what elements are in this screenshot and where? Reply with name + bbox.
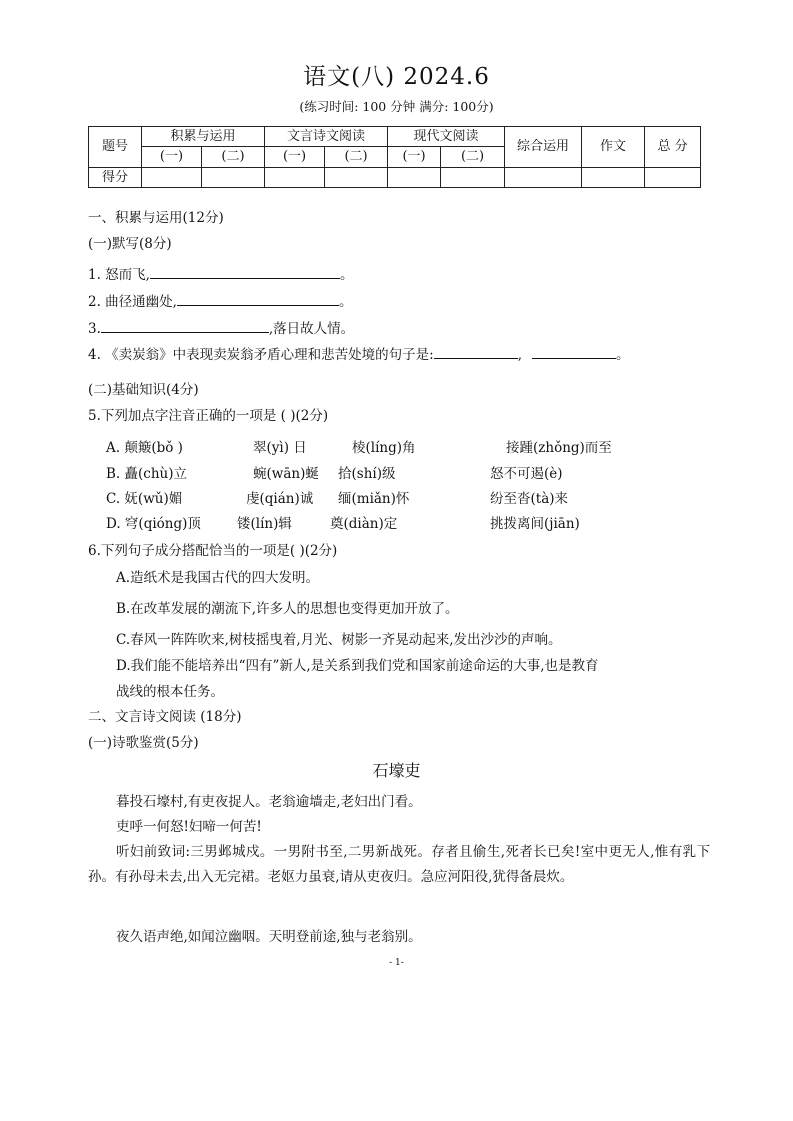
question-4-end: 。	[616, 347, 630, 363]
score-sub-header: (二)	[441, 147, 505, 167]
q5-option-d-4: 挑拨离间(jiān)	[490, 516, 580, 532]
q6-option-d-cont: 战线的根本任务。	[116, 684, 224, 700]
q5-option-d-2: 镂(lín)辑	[237, 516, 292, 532]
question-3-text: 3.	[88, 321, 101, 337]
score-header-zonghe: 综合运用	[505, 127, 582, 168]
score-row-label: 得分	[89, 167, 142, 187]
score-cell[interactable]	[265, 167, 325, 187]
score-table	[88, 126, 701, 188]
page-title: 语文(八) 2024.6	[303, 64, 490, 90]
q5-option-b-3: 拾(shí)级	[338, 466, 396, 482]
q6-option-c: C.春风一阵阵吹来,树枝摇曳着,月光、树影一齐晃动起来,发出沙沙的声响。	[116, 632, 562, 648]
question-4-sep: ,	[517, 347, 523, 363]
score-cell[interactable]	[441, 167, 505, 187]
question-1-text: 1. 怒而飞,	[88, 267, 150, 283]
answer-blank[interactable]	[532, 344, 616, 359]
q6-option-d: D.我们能不能培养出“四有”新人,是关系到我们党和国家前途命运的大事,也是教育	[116, 658, 599, 674]
poem-title: 石壕吏	[372, 761, 421, 780]
score-header-group1: 积累与运用	[142, 127, 265, 147]
q5-option-a-3: 棱(líng)角	[352, 440, 416, 456]
score-sub-header: (一)	[142, 147, 202, 167]
question-3-end: ,落日故人情。	[268, 321, 355, 337]
page-number: - 1-	[389, 958, 404, 968]
score-header-group3: 现代文阅读	[388, 127, 505, 147]
section1-heading: 一、积累与运用(12分)	[88, 210, 224, 226]
q5-option-a-2: 翠(yì) 日	[253, 440, 307, 456]
answer-blank[interactable]	[150, 264, 340, 279]
question-2	[88, 290, 352, 310]
score-sub-header: (二)	[325, 147, 388, 167]
score-cell[interactable]	[645, 167, 701, 187]
question-5: 5.下列加点字注音正确的一项是 ( )(2分)	[88, 408, 329, 424]
score-cell[interactable]	[325, 167, 388, 187]
q5-option-b-2: 蜿(wān)蜒	[253, 466, 319, 482]
section2-heading: 二、文言诗文阅读 (18分)	[88, 709, 242, 725]
q6-option-b: B.在改革发展的潮流下,许多人的思想也变得更加开放了。	[116, 601, 459, 617]
q5-option-b-1: B. 矗(chù)立	[106, 466, 187, 482]
score-header-zuowen: 作文	[582, 127, 645, 168]
poem-paragraph: 听妇前致词:三男邺城戍。一男附书至,二男新战死。存者且偷生,死者长已矣!室中更无人,惟有乳下孙。有孙母未去,出入无完裙。老妪力虽衰,请从吏夜归。急应河阳役,犹得备晨炊。	[88, 844, 710, 885]
score-cell[interactable]	[202, 167, 265, 187]
question-2-text: 2. 曲径通幽处,	[88, 294, 177, 310]
q5-option-c-3: 缅(miǎn)怀	[338, 491, 410, 507]
question-1-end: 。	[339, 267, 354, 283]
part2-heading: (二)基础知识(4分)	[88, 382, 199, 398]
score-sub-header: (一)	[265, 147, 325, 167]
question-3	[88, 317, 354, 337]
q5-option-c-2: 虔(qián)诚	[246, 491, 314, 507]
question-4	[88, 343, 630, 363]
section2-part1-heading: (一)诗歌鉴赏(5分)	[88, 735, 199, 751]
poem-paragraph: 夜久语声绝,如闻泣幽咽。天明登前途,独与老翁别。	[116, 929, 422, 945]
score-header-tihao: 题号	[89, 127, 142, 168]
score-cell[interactable]	[505, 167, 582, 187]
score-sub-header: (二)	[202, 147, 265, 167]
answer-blank[interactable]	[434, 344, 518, 359]
score-header-group2: 文言诗文阅读	[265, 127, 388, 147]
question-2-end: 。	[338, 294, 353, 310]
score-sub-header: (一)	[388, 147, 441, 167]
poem-paragraph: 吏呼一何怒!妇啼一何苦!	[116, 819, 262, 835]
q5-option-c-1: C. 妩(wǔ)媚	[106, 491, 183, 507]
question-4-text: 4. 《卖炭翁》中表现卖炭翁矛盾心理和悲苦处境的句子是:	[88, 347, 434, 363]
q5-option-d-3: 奠(diàn)定	[330, 516, 398, 532]
score-cell[interactable]	[142, 167, 202, 187]
question-6: 6.下列句子成分搭配恰当的一项是( )(2分)	[88, 543, 338, 559]
score-cell[interactable]	[388, 167, 441, 187]
q5-option-a-1: A. 颠簸(bǒ )	[106, 440, 183, 456]
q6-option-a: A.造纸术是我国古代的四大发明。	[116, 570, 320, 586]
q5-option-b-4: 怒不可遏(è)	[490, 466, 563, 482]
question-1	[88, 263, 353, 283]
part1-heading: (一)默写(8分)	[88, 236, 172, 252]
score-header-total: 总 分	[645, 127, 701, 168]
answer-blank[interactable]	[177, 291, 339, 306]
poem-paragraph: 暮投石壕村,有吏夜捉人。老翁逾墙走,老妇出门看。	[116, 794, 422, 810]
page-subtitle: (练习时间: 100 分钟 满分: 100分)	[299, 99, 494, 114]
answer-blank[interactable]	[101, 318, 269, 333]
q5-option-d-1: D. 穹(qióng)顶	[106, 516, 201, 532]
q5-option-a-4: 接踵(zhǒng)而至	[506, 440, 612, 456]
q5-option-c-4: 纷至沓(tà)来	[490, 491, 569, 507]
score-cell[interactable]	[582, 167, 645, 187]
